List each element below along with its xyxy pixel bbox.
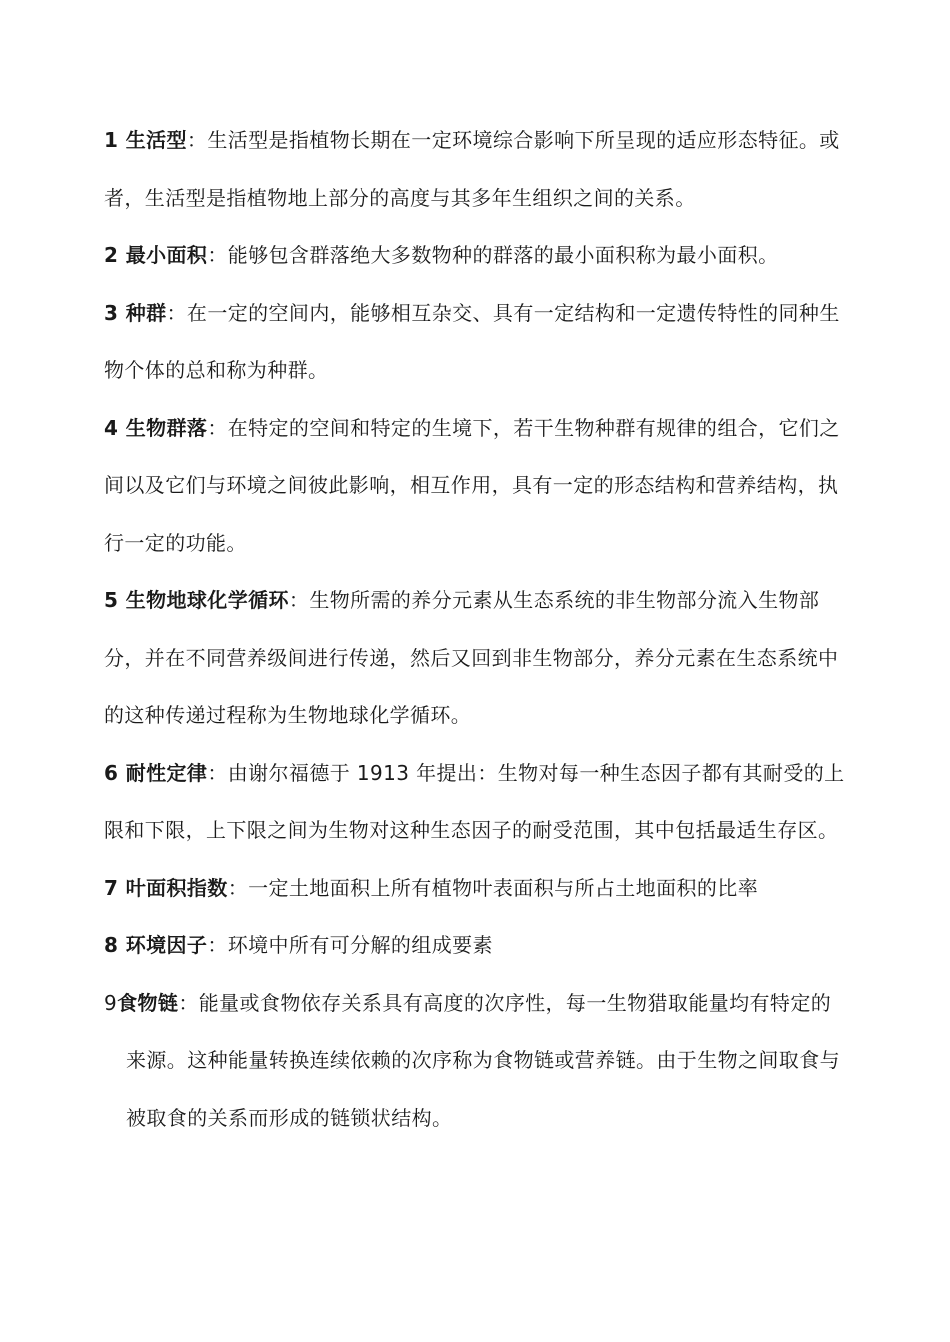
entry-term-label-4: 生物群落: [125, 415, 208, 440]
entry-term-5: [104, 588, 289, 612]
entry-number-5: 5: [104, 588, 119, 612]
entry-term-7: [104, 876, 228, 900]
entry-number-2: 2: [104, 243, 119, 267]
entry-term-label-6: 耐性定律: [125, 760, 208, 785]
definition-entry-4: [104, 400, 846, 573]
entry-term-label-9: 食物链: [117, 990, 179, 1015]
entry-number-3: 3: [104, 300, 119, 325]
entry-separator-3: ：: [166, 300, 187, 325]
definition-entry-8: [104, 917, 846, 975]
entry-separator-5: ：: [288, 588, 310, 612]
entry-number-4: 4: [104, 415, 119, 440]
definition-entry-2: [104, 227, 846, 285]
entry-term-1: [104, 128, 187, 152]
entry-term-label-3: 种群: [125, 300, 167, 325]
entry-definition-5: 生物所需的养分元素从生态系统的非生物部分流入生物部分，并在不同营养级间进行传递，然后又回到非生物部分，养分元素在生态系统中的这种传递过程称为生物地球化学循环。: [104, 588, 839, 727]
definition-entry-7: [104, 860, 846, 918]
entry-separator-4: ：: [207, 415, 228, 440]
entry-definition-3: 在一定的空间内，能够相互杂交、具有一定结构和一定遗传特性的同种生物个体的总和称为种群。: [104, 300, 840, 382]
entry-definition-2: 能够包含群落绝大多数物种的群落的最小面积称为最小面积。: [227, 243, 779, 267]
entry-term-label-2: 最小面积: [125, 243, 208, 267]
entry-definition-1: 生活型是指植物长期在一定环境综合影响下所呈现的适应形态特征。或者，生活型是指植物地上部分的高度与其多年生组织之间的关系。: [104, 128, 840, 210]
definition-entry-1: [104, 112, 846, 227]
definition-entry-9: [104, 975, 846, 1148]
entry-term-8: [104, 933, 207, 957]
entry-number-7: 7: [104, 875, 119, 900]
definition-entry-3: [104, 285, 846, 400]
entry-separator-6: ：: [207, 760, 228, 785]
entry-term-4: [104, 416, 207, 440]
entry-definition-6: 由谢尔福德于 1913 年提出：生物对每一种生态因子都有其耐受的上限和下限，上下限之间为生物对这种生态因子的耐受范围，其中包括最适生存区。: [104, 760, 845, 842]
entry-term-6: [104, 761, 207, 785]
entry-separator-7: ：: [227, 875, 249, 900]
entry-definition-4: 在特定的空间和特定的生境下，若干生物种群有规律的组合，它们之间以及它们与环境之间彼此影响，相互作用，具有一定的形态结构和营养结构，执行一定的功能。: [104, 415, 840, 555]
entry-definition-9: 能量或食物依存关系具有高度的次序性，每一生物猎取能量均有特定的来源。这种能量转换连续依赖的次序称为食物链或营养链。由于生物之间取食与被取食的关系而形成的链锁状结构。: [126, 990, 840, 1130]
entry-term-label-5: 生物地球化学循环: [125, 588, 289, 612]
entry-term-label-8: 环境因子: [125, 933, 208, 957]
entry-separator-1: ：: [186, 128, 208, 152]
definition-entry-6: [104, 745, 846, 860]
entry-term-label-7: 叶面积指数: [125, 875, 228, 900]
entry-definition-7: 一定土地面积上所有植物叶表面积与所占土地面积的比率: [248, 875, 759, 900]
entry-separator-2: ：: [207, 243, 228, 267]
entry-definition-8: 环境中所有可分解的组成要素: [227, 933, 493, 957]
entry-number-9: 9: [104, 990, 118, 1015]
entry-term-3: [104, 301, 167, 325]
definition-entry-5: [104, 572, 846, 745]
entry-number-8: 8: [104, 933, 119, 957]
entry-separator-9: ：: [178, 990, 199, 1015]
entry-separator-8: ：: [207, 933, 228, 957]
entry-number-1: 1: [104, 128, 119, 152]
entry-term-label-1: 生活型: [125, 128, 187, 152]
entry-term-2: [104, 243, 207, 267]
entry-number-6: 6: [104, 760, 119, 785]
